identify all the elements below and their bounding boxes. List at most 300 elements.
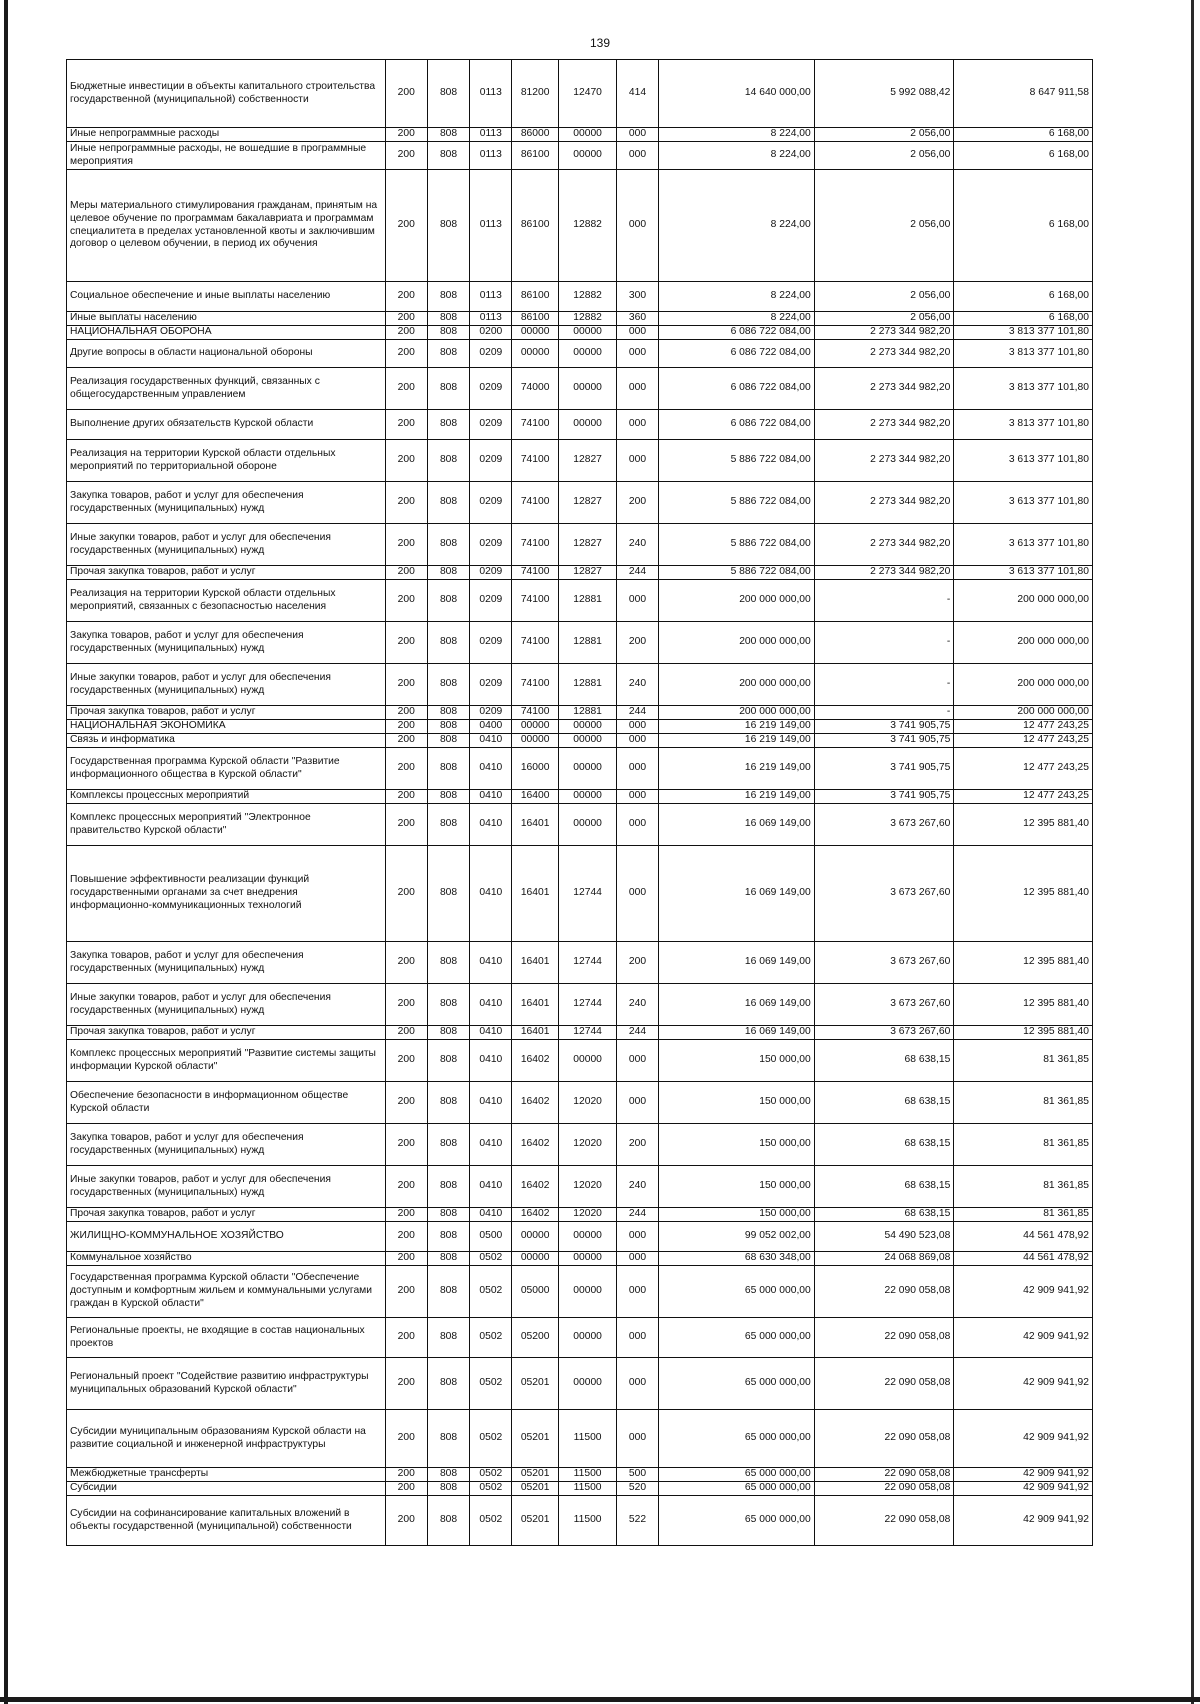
amount-cell: 5 886 722 084,00 — [658, 440, 814, 482]
code-cell: 12881 — [559, 664, 617, 706]
amount-cell: 3 741 905,75 — [814, 748, 954, 790]
code-cell: 200 — [385, 580, 427, 622]
amount-cell: 2 056,00 — [814, 312, 954, 326]
amount-cell: 200 000 000,00 — [954, 580, 1093, 622]
code-cell: 0410 — [470, 748, 512, 790]
row-name: Реализация на территории Курской области отдельных мероприятий по территориальной обороне — [67, 440, 386, 482]
code-cell: 808 — [427, 1318, 470, 1358]
code-cell: 74100 — [512, 580, 559, 622]
code-cell: 240 — [617, 664, 659, 706]
amount-cell: 16 219 149,00 — [658, 748, 814, 790]
amount-cell: 2 056,00 — [814, 170, 954, 282]
table-row — [67, 1082, 1093, 1124]
row-name: Субсидии на софинансирование капитальных вложений в объекты государственной (муниципальной) собственности — [67, 1496, 386, 1546]
amount-cell: 3 673 267,60 — [814, 846, 954, 942]
code-cell: 00000 — [512, 340, 559, 368]
code-cell: 808 — [427, 580, 470, 622]
code-cell: 000 — [617, 804, 659, 846]
table-row — [67, 706, 1093, 720]
code-cell: 00000 — [559, 720, 617, 734]
amount-cell: 12 395 881,40 — [954, 846, 1093, 942]
code-cell: 12882 — [559, 312, 617, 326]
amount-cell: 65 000 000,00 — [658, 1468, 814, 1482]
code-cell: 200 — [617, 482, 659, 524]
code-cell: 00000 — [559, 804, 617, 846]
row-name: Иные непрограммные расходы — [67, 128, 386, 142]
amount-cell: 44 561 478,92 — [954, 1222, 1093, 1252]
amount-cell: 65 000 000,00 — [658, 1358, 814, 1410]
row-name: Прочая закупка товаров, работ и услуг — [67, 1026, 386, 1040]
amount-cell: 3 673 267,60 — [814, 942, 954, 984]
code-cell: 808 — [427, 142, 470, 170]
amount-cell: 22 090 058,08 — [814, 1266, 954, 1318]
code-cell: 244 — [617, 706, 659, 720]
code-cell: 200 — [385, 1082, 427, 1124]
amount-cell: 6 168,00 — [954, 170, 1093, 282]
code-cell: 0502 — [470, 1410, 512, 1468]
code-cell: 0500 — [470, 1222, 512, 1252]
code-cell: 16402 — [512, 1040, 559, 1082]
amount-cell: 3 813 377 101,80 — [954, 326, 1093, 340]
code-cell: 200 — [385, 128, 427, 142]
code-cell: 808 — [427, 1358, 470, 1410]
code-cell: 16401 — [512, 1026, 559, 1040]
row-name: Региональные проекты, не входящие в состав национальных проектов — [67, 1318, 386, 1358]
code-cell: 200 — [385, 720, 427, 734]
table-row — [67, 804, 1093, 846]
amount-cell: 3 613 377 101,80 — [954, 482, 1093, 524]
row-name: Региональный проект "Содействие развитию инфраструктуры муниципальных образований Курской области" — [67, 1358, 386, 1410]
code-cell: 00000 — [559, 790, 617, 804]
table-row — [67, 60, 1093, 128]
code-cell: 0410 — [470, 1082, 512, 1124]
code-cell: 000 — [617, 440, 659, 482]
amount-cell: 65 000 000,00 — [658, 1318, 814, 1358]
code-cell: 000 — [617, 1252, 659, 1266]
code-cell: 00000 — [559, 142, 617, 170]
table-row — [67, 1266, 1093, 1318]
table-row — [67, 720, 1093, 734]
amount-cell: 12 395 881,40 — [954, 942, 1093, 984]
amount-cell: 3 673 267,60 — [814, 984, 954, 1026]
table-row — [67, 1496, 1093, 1546]
code-cell: 200 — [385, 368, 427, 410]
amount-cell: 42 909 941,92 — [954, 1496, 1093, 1546]
table-row — [67, 282, 1093, 312]
row-name: Бюджетные инвестиции в объекты капитального строительства государственной (муниципальной) собственности — [67, 60, 386, 128]
amount-cell: 81 361,85 — [954, 1208, 1093, 1222]
amount-cell: 5 992 088,42 — [814, 60, 954, 128]
code-cell: 414 — [617, 60, 659, 128]
table-row — [67, 1208, 1093, 1222]
code-cell: 05201 — [512, 1496, 559, 1546]
row-name: Выполнение других обязательств Курской области — [67, 410, 386, 440]
table-row — [67, 846, 1093, 942]
row-name: Иные закупки товаров, работ и услуг для обеспечения государственных (муниципальных) нужд — [67, 524, 386, 566]
code-cell: 00000 — [559, 368, 617, 410]
code-cell: 500 — [617, 1468, 659, 1482]
amount-cell: 2 056,00 — [814, 282, 954, 312]
code-cell: 0502 — [470, 1496, 512, 1546]
code-cell: 0410 — [470, 790, 512, 804]
row-name: Государственная программа Курской области "Развитие информационного общества в Курской области" — [67, 748, 386, 790]
amount-cell: 81 361,85 — [954, 1124, 1093, 1166]
code-cell: 808 — [427, 1252, 470, 1266]
table-row — [67, 1166, 1093, 1208]
code-cell: 244 — [617, 1026, 659, 1040]
amount-cell: 200 000 000,00 — [954, 706, 1093, 720]
row-name: Меры материального стимулирования гражданам, принятым на целевое обучение по программам бакалавриата и программам специалитета в пределах установленной квоты и заключившим договор о целевом обучении, в период их обучения — [67, 170, 386, 282]
code-cell: 16402 — [512, 1082, 559, 1124]
code-cell: 12827 — [559, 440, 617, 482]
code-cell: 0209 — [470, 706, 512, 720]
code-cell: 05200 — [512, 1318, 559, 1358]
code-cell: 16401 — [512, 942, 559, 984]
code-cell: 00000 — [559, 1252, 617, 1266]
code-cell: 74100 — [512, 440, 559, 482]
table-row — [67, 664, 1093, 706]
amount-cell: 8 224,00 — [658, 282, 814, 312]
amount-cell: 8 224,00 — [658, 170, 814, 282]
code-cell: 74100 — [512, 706, 559, 720]
amount-cell: 81 361,85 — [954, 1166, 1093, 1208]
row-name: Закупка товаров, работ и услуг для обеспечения государственных (муниципальных) нужд — [67, 482, 386, 524]
code-cell: 00000 — [559, 1318, 617, 1358]
row-name: Обеспечение безопасности в информационном обществе Курской области — [67, 1082, 386, 1124]
amount-cell: 16 069 149,00 — [658, 984, 814, 1026]
code-cell: 0410 — [470, 1026, 512, 1040]
code-cell: 74000 — [512, 368, 559, 410]
amount-cell: 3 741 905,75 — [814, 790, 954, 804]
code-cell: 200 — [385, 1482, 427, 1496]
code-cell: 0502 — [470, 1252, 512, 1266]
code-cell: 200 — [385, 1318, 427, 1358]
code-cell: 808 — [427, 440, 470, 482]
code-cell: 200 — [385, 170, 427, 282]
code-cell: 05201 — [512, 1468, 559, 1482]
code-cell: 808 — [427, 1410, 470, 1468]
code-cell: 200 — [385, 1026, 427, 1040]
code-cell: 12744 — [559, 984, 617, 1026]
amount-cell: 12 477 243,25 — [954, 734, 1093, 748]
code-cell: 00000 — [559, 734, 617, 748]
code-cell: 200 — [617, 1124, 659, 1166]
code-cell: 81200 — [512, 60, 559, 128]
budget-table-body — [67, 60, 1093, 1546]
amount-cell: 42 909 941,92 — [954, 1358, 1093, 1410]
code-cell: 000 — [617, 846, 659, 942]
code-cell: 00000 — [512, 1252, 559, 1266]
code-cell: 200 — [385, 734, 427, 748]
code-cell: 0410 — [470, 942, 512, 984]
code-cell: 808 — [427, 1496, 470, 1546]
code-cell: 200 — [385, 1410, 427, 1468]
amount-cell: 68 638,15 — [814, 1124, 954, 1166]
amount-cell: 150 000,00 — [658, 1208, 814, 1222]
row-name: Комплекс процессных мероприятий "Развитие системы защиты информации Курской области" — [67, 1040, 386, 1082]
code-cell: 12881 — [559, 580, 617, 622]
code-cell: 000 — [617, 142, 659, 170]
amount-cell: 5 886 722 084,00 — [658, 524, 814, 566]
code-cell: 05201 — [512, 1410, 559, 1468]
code-cell: 808 — [427, 1124, 470, 1166]
amount-cell: 3 613 377 101,80 — [954, 524, 1093, 566]
code-cell: 00000 — [559, 340, 617, 368]
amount-cell: 42 909 941,92 — [954, 1482, 1093, 1496]
amount-cell: 6 086 722 084,00 — [658, 410, 814, 440]
table-row — [67, 1040, 1093, 1082]
code-cell: 244 — [617, 566, 659, 580]
row-name: Реализация государственных функций, связанных с общегосударственным управлением — [67, 368, 386, 410]
code-cell: 74100 — [512, 410, 559, 440]
amount-cell: 150 000,00 — [658, 1040, 814, 1082]
amount-cell: 3 673 267,60 — [814, 1026, 954, 1040]
code-cell: 00000 — [559, 1266, 617, 1318]
amount-cell: 16 219 149,00 — [658, 790, 814, 804]
row-name: Социальное обеспечение и иные выплаты населению — [67, 282, 386, 312]
code-cell: 000 — [617, 720, 659, 734]
code-cell: 000 — [617, 1410, 659, 1468]
table-row — [67, 128, 1093, 142]
table-row — [67, 580, 1093, 622]
amount-cell: 65 000 000,00 — [658, 1410, 814, 1468]
code-cell: 000 — [617, 1222, 659, 1252]
code-cell: 808 — [427, 326, 470, 340]
code-cell: 74100 — [512, 664, 559, 706]
code-cell: 12881 — [559, 706, 617, 720]
code-cell: 0410 — [470, 1208, 512, 1222]
amount-cell: 68 638,15 — [814, 1040, 954, 1082]
code-cell: 000 — [617, 340, 659, 368]
code-cell: 0209 — [470, 566, 512, 580]
code-cell: 0113 — [470, 170, 512, 282]
row-name: Связь и информатика — [67, 734, 386, 748]
amount-cell: 22 090 058,08 — [814, 1468, 954, 1482]
row-name: Комплексы процессных мероприятий — [67, 790, 386, 804]
code-cell: 74100 — [512, 622, 559, 664]
row-name: Закупка товаров, работ и услуг для обеспечения государственных (муниципальных) нужд — [67, 1124, 386, 1166]
code-cell: 00000 — [559, 1358, 617, 1410]
amount-cell: 150 000,00 — [658, 1124, 814, 1166]
amount-cell: 81 361,85 — [954, 1040, 1093, 1082]
page-number: 139 — [589, 36, 611, 50]
code-cell: 200 — [385, 482, 427, 524]
code-cell: 0410 — [470, 1040, 512, 1082]
amount-cell: 5 886 722 084,00 — [658, 566, 814, 580]
code-cell: 12882 — [559, 282, 617, 312]
code-cell: 808 — [427, 1082, 470, 1124]
code-cell: 86100 — [512, 312, 559, 326]
code-cell: 000 — [617, 170, 659, 282]
amount-cell: 22 090 058,08 — [814, 1496, 954, 1546]
amount-cell: 22 090 058,08 — [814, 1318, 954, 1358]
code-cell: 00000 — [512, 1222, 559, 1252]
code-cell: 200 — [385, 326, 427, 340]
amount-cell: 2 056,00 — [814, 142, 954, 170]
code-cell: 200 — [385, 340, 427, 368]
code-cell: 000 — [617, 790, 659, 804]
code-cell: 000 — [617, 1040, 659, 1082]
amount-cell: 3 813 377 101,80 — [954, 368, 1093, 410]
code-cell: 00000 — [559, 410, 617, 440]
amount-cell: 44 561 478,92 — [954, 1252, 1093, 1266]
code-cell: 00000 — [559, 1040, 617, 1082]
code-cell: 808 — [427, 790, 470, 804]
code-cell: 86000 — [512, 128, 559, 142]
amount-cell: 12 395 881,40 — [954, 1026, 1093, 1040]
code-cell: 808 — [427, 312, 470, 326]
amount-cell: 42 909 941,92 — [954, 1266, 1093, 1318]
code-cell: 000 — [617, 326, 659, 340]
table-row — [67, 622, 1093, 664]
code-cell: 808 — [427, 128, 470, 142]
code-cell: 000 — [617, 410, 659, 440]
amount-cell: 2 273 344 982,20 — [814, 410, 954, 440]
amount-cell: 3 813 377 101,80 — [954, 340, 1093, 368]
code-cell: 12881 — [559, 622, 617, 664]
code-cell: 12020 — [559, 1082, 617, 1124]
code-cell: 000 — [617, 748, 659, 790]
table-row — [67, 1222, 1093, 1252]
table-row — [67, 340, 1093, 368]
table-row — [67, 942, 1093, 984]
code-cell: 000 — [617, 128, 659, 142]
table-row — [67, 1482, 1093, 1496]
amount-cell: 24 068 869,08 — [814, 1252, 954, 1266]
code-cell: 12744 — [559, 942, 617, 984]
amount-cell: 14 640 000,00 — [658, 60, 814, 128]
amount-cell: 12 395 881,40 — [954, 804, 1093, 846]
amount-cell: 2 273 344 982,20 — [814, 326, 954, 340]
row-name: Государственная программа Курской области "Обеспечение доступным и комфортным жильем и коммунальными услугами граждан в Курской области" — [67, 1266, 386, 1318]
code-cell: 200 — [385, 804, 427, 846]
code-cell: 200 — [385, 60, 427, 128]
code-cell: 0209 — [470, 340, 512, 368]
amount-cell: 6 168,00 — [954, 142, 1093, 170]
code-cell: 0113 — [470, 142, 512, 170]
code-cell: 00000 — [559, 326, 617, 340]
code-cell: 00000 — [559, 128, 617, 142]
code-cell: 16402 — [512, 1166, 559, 1208]
code-cell: 200 — [385, 1358, 427, 1410]
row-name: Повышение эффективности реализации функций государственными органами за счет внедрения информационно-коммуникационных технологий — [67, 846, 386, 942]
code-cell: 12882 — [559, 170, 617, 282]
amount-cell: 16 069 149,00 — [658, 804, 814, 846]
amount-cell: 3 741 905,75 — [814, 720, 954, 734]
code-cell: 05201 — [512, 1482, 559, 1496]
amount-cell: 8 224,00 — [658, 128, 814, 142]
table-row — [67, 1410, 1093, 1468]
code-cell: 808 — [427, 1222, 470, 1252]
code-cell: 200 — [385, 1208, 427, 1222]
amount-cell: 2 273 344 982,20 — [814, 566, 954, 580]
row-name: Закупка товаров, работ и услуг для обеспечения государственных (муниципальных) нужд — [67, 622, 386, 664]
code-cell: 12020 — [559, 1208, 617, 1222]
code-cell: 12744 — [559, 1026, 617, 1040]
table-row — [67, 368, 1093, 410]
amount-cell: 150 000,00 — [658, 1082, 814, 1124]
amount-cell: 3 613 377 101,80 — [954, 566, 1093, 580]
code-cell: 200 — [385, 524, 427, 566]
code-cell: 11500 — [559, 1468, 617, 1482]
code-cell: 16401 — [512, 846, 559, 942]
amount-cell: 2 273 344 982,20 — [814, 482, 954, 524]
row-name: НАЦИОНАЛЬНАЯ ЭКОНОМИКА — [67, 720, 386, 734]
code-cell: 240 — [617, 984, 659, 1026]
amount-cell: - — [814, 706, 954, 720]
amount-cell: 3 673 267,60 — [814, 804, 954, 846]
code-cell: 16401 — [512, 804, 559, 846]
code-cell: 0410 — [470, 984, 512, 1026]
code-cell: 0113 — [470, 282, 512, 312]
code-cell: 00000 — [512, 734, 559, 748]
code-cell: 00000 — [559, 1222, 617, 1252]
code-cell: 000 — [617, 1358, 659, 1410]
amount-cell: 22 090 058,08 — [814, 1482, 954, 1496]
amount-cell: 65 000 000,00 — [658, 1496, 814, 1546]
code-cell: 200 — [385, 846, 427, 942]
code-cell: 520 — [617, 1482, 659, 1496]
amount-cell: 54 490 523,08 — [814, 1222, 954, 1252]
row-name: НАЦИОНАЛЬНАЯ ОБОРОНА — [67, 326, 386, 340]
code-cell: 808 — [427, 410, 470, 440]
code-cell: 000 — [617, 368, 659, 410]
amount-cell: 200 000 000,00 — [658, 622, 814, 664]
code-cell: 200 — [385, 1266, 427, 1318]
amount-cell: 2 273 344 982,20 — [814, 368, 954, 410]
code-cell: 808 — [427, 1166, 470, 1208]
code-cell: 000 — [617, 1082, 659, 1124]
code-cell: 12020 — [559, 1166, 617, 1208]
code-cell: 0209 — [470, 664, 512, 706]
amount-cell: 68 638,15 — [814, 1208, 954, 1222]
amount-cell: 2 273 344 982,20 — [814, 524, 954, 566]
amount-cell: 6 168,00 — [954, 312, 1093, 326]
code-cell: 200 — [385, 1222, 427, 1252]
code-cell: 0410 — [470, 1124, 512, 1166]
code-cell: 200 — [385, 622, 427, 664]
code-cell: 0410 — [470, 846, 512, 942]
code-cell: 200 — [385, 748, 427, 790]
code-cell: 0209 — [470, 622, 512, 664]
amount-cell: 22 090 058,08 — [814, 1410, 954, 1468]
table-row — [67, 566, 1093, 580]
code-cell: 200 — [385, 312, 427, 326]
code-cell: 16000 — [512, 748, 559, 790]
code-cell: 16400 — [512, 790, 559, 804]
code-cell: 240 — [617, 1166, 659, 1208]
code-cell: 808 — [427, 748, 470, 790]
code-cell: 12827 — [559, 524, 617, 566]
amount-cell: 6 086 722 084,00 — [658, 368, 814, 410]
table-row — [67, 482, 1093, 524]
code-cell: 0113 — [470, 312, 512, 326]
code-cell: 808 — [427, 1040, 470, 1082]
row-name: Межбюджетные трансферты — [67, 1468, 386, 1482]
code-cell: 86100 — [512, 142, 559, 170]
code-cell: 200 — [385, 706, 427, 720]
code-cell: 05000 — [512, 1266, 559, 1318]
amount-cell: 81 361,85 — [954, 1082, 1093, 1124]
amount-cell: 2 273 344 982,20 — [814, 340, 954, 368]
code-cell: 808 — [427, 368, 470, 410]
amount-cell: 12 477 243,25 — [954, 748, 1093, 790]
row-name: Иные непрограммные расходы, не вошедшие в программные мероприятия — [67, 142, 386, 170]
amount-cell: 3 741 905,75 — [814, 734, 954, 748]
code-cell: 12020 — [559, 1124, 617, 1166]
code-cell: 05201 — [512, 1358, 559, 1410]
code-cell: 200 — [385, 1166, 427, 1208]
